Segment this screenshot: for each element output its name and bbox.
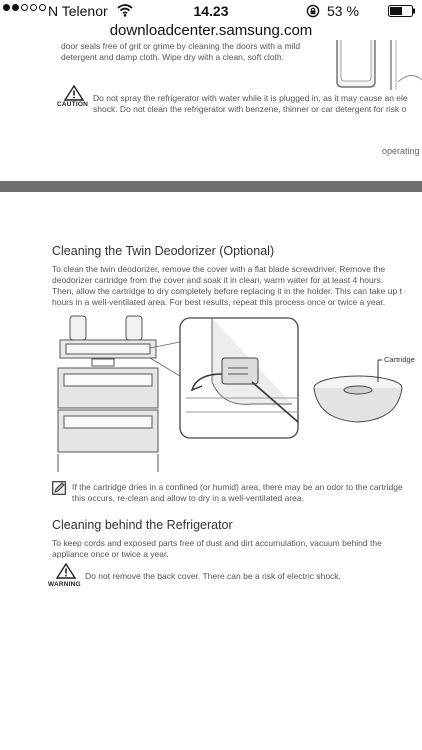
text-line: this occurs, re-clean and allow to dry in a well-ventilated area. (72, 493, 304, 503)
text-line: Do not spray the refrigerator with water while it is plugged in, as it may cause an ele (93, 93, 408, 103)
note-icon (52, 481, 66, 495)
status-bar (0, 0, 422, 22)
wifi-icon (117, 3, 133, 17)
section-footer-label: operating (382, 146, 420, 156)
page1-paragraph (61, 41, 361, 63)
text-line: shock. Do not clean the refrigerator with benzene, thinner or car detergent for risk o (93, 104, 407, 114)
rotation-lock-icon (306, 4, 320, 18)
url-text: downloadcenter.samsung.com (109, 22, 313, 39)
text-line: To clean the twin deodorizer, remove the cover with a flat blade screwdriver. Remove the (52, 264, 386, 274)
cartridge-label: Cartridge (384, 355, 415, 364)
warning-text: Do not remove the back cover. There can be a risk of electric shock. (85, 571, 341, 581)
caution-text (93, 93, 422, 115)
text-line: To keep cords and exposed parts free of dust and dirt accumulation, vacuum behind the (52, 538, 382, 548)
clock: 14.23 (193, 3, 229, 19)
behind-heading: Cleaning behind the Refrigerator (52, 518, 233, 532)
zoom-detail (180, 318, 298, 438)
fridge-door-illustration (336, 40, 422, 90)
signal-strength-icon (3, 4, 46, 11)
caution-icon (64, 85, 84, 101)
address-bar[interactable] (0, 22, 422, 42)
text-line: Then, allow the cartridge to dry completely before replacing it in the holder. This can take up t (52, 286, 402, 296)
page-separator (0, 181, 422, 192)
battery-icon (388, 5, 416, 17)
text-line: If the cartridge dries in a confined (or humid) area, there may be an odor to the cartridge (72, 482, 403, 492)
text-line: deodorizer cartridge from the cover and soak it in clean, warm water for at least 4 hours. (52, 275, 384, 285)
warning-icon (56, 563, 76, 579)
carrier-name: N Telenor (48, 3, 108, 19)
cartridge-bowl-illustration (314, 376, 402, 422)
text-line: detergent and damp cloth. Wipe dry with a clean, soft cloth. (61, 52, 285, 62)
fridge-drawer-illustration (58, 316, 158, 472)
warning-label: WARNING (48, 581, 81, 588)
deodorizer-paragraph (52, 264, 402, 308)
behind-paragraph (52, 538, 382, 560)
deodorizer-illustration (52, 312, 422, 472)
text-line: hours in a well-ventilated area. For best results, repeat this process once or twice a year. (52, 297, 386, 307)
deodorizer-heading: Cleaning the Twin Deodorizer (Optional) (52, 244, 275, 258)
caution-label: CAUTION (57, 101, 89, 108)
note-text (72, 482, 403, 504)
battery-percentage: 53 % (327, 3, 359, 19)
text-line: appliance once or twice a year. (52, 549, 169, 559)
text-line: door seals free of grit or grime by cleaning the doors with a mild (61, 41, 301, 51)
